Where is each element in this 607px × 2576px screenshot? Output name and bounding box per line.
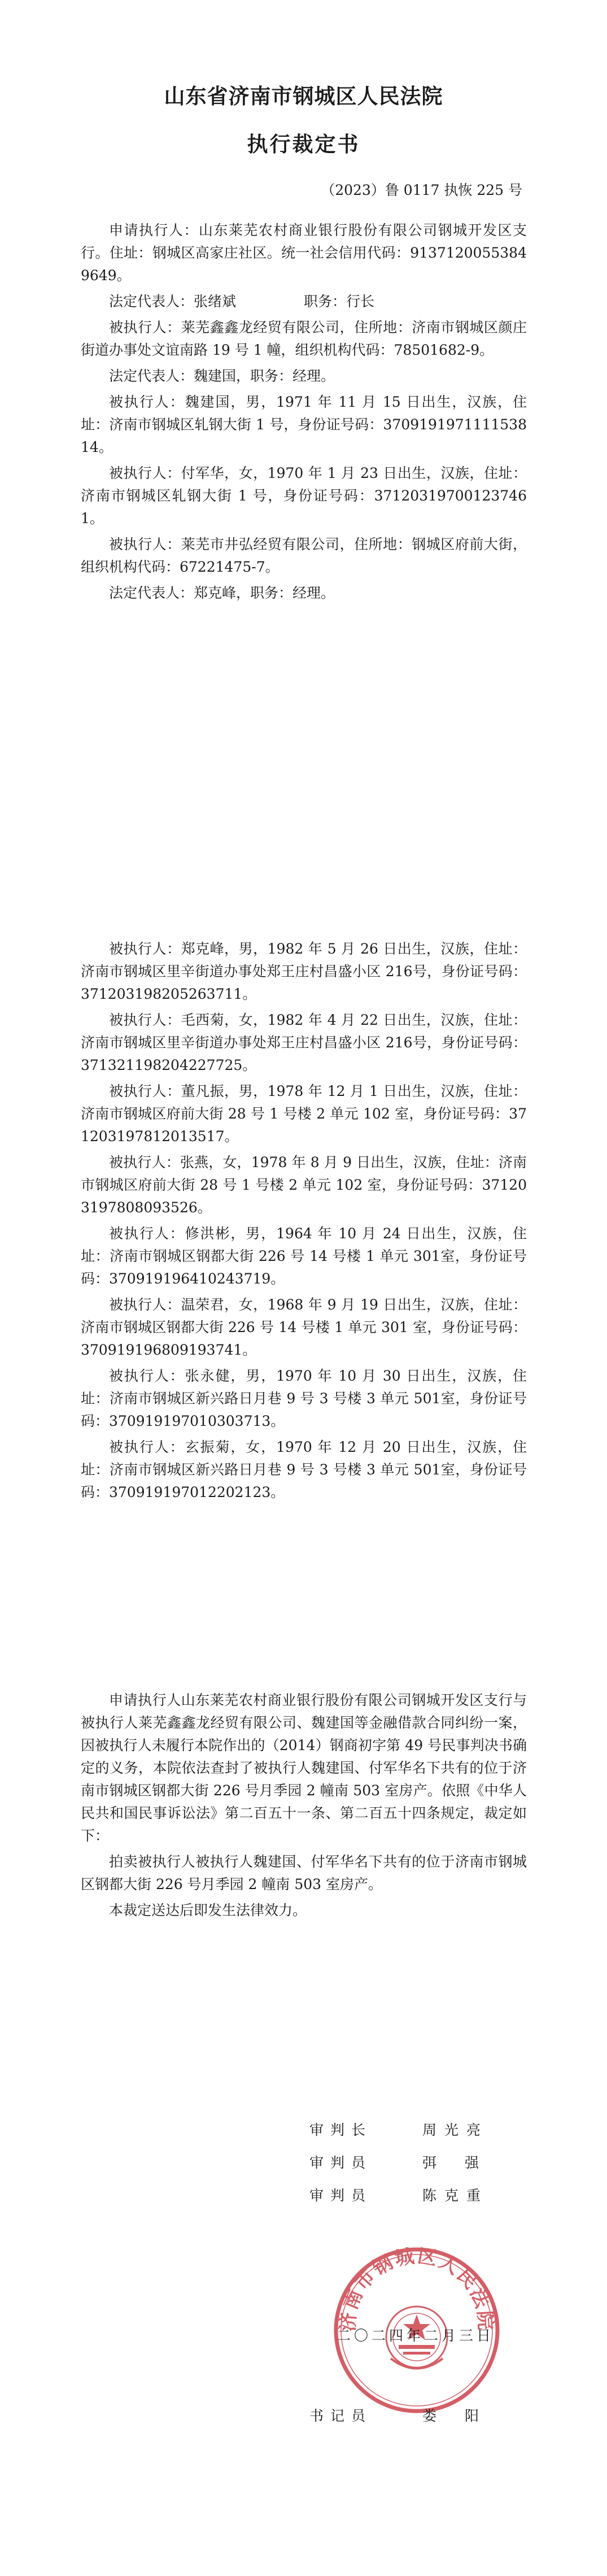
court-title: 山东省济南市钢城区人民法院 — [164, 84, 443, 108]
signature-row — [309, 2178, 507, 2211]
parties-middle-section — [81, 938, 527, 1507]
party-paragraph: 被执行人：魏建国，男，1971 年 11 月 15 日出生，汉族，住址：济南市钢城区轧钢大街 1 号，身份证号码：370919197111153814。 — [81, 394, 527, 455]
signature-block — [309, 2113, 507, 2211]
ruling-facts-paragraph: 申请执行人山东莱芜农村商业银行股份有限公司钢城开发区支行与被执行人莱芜鑫鑫龙经贸有限公司、魏建国等金融借款合同纠纷一案，因被执行人未履行本院作出的（2014）钢商初字第 49 号民事判决书确定的义务，本院依法查封了被执行人魏建国、付军华名下共有的位于济南市钢城区钢都大街 226 号月季园 2 幢南 503 室房产。依照《中华人民共和国民事诉讼法》第二百五十一条、第二百五十四条规定，裁定如下： — [81, 1692, 527, 1844]
applicant-paragraph: 申请执行人：山东莱芜农村商业银行股份有限公司钢城开发区支行。住址：钢城区高家庄社区。统一社会信用代码：91371200553849649。 — [81, 222, 527, 284]
document-title: 执行裁定书 — [247, 132, 360, 156]
signature-row — [309, 2113, 507, 2146]
applicant-legal-rep — [81, 290, 527, 313]
ruling-section — [81, 1689, 527, 1925]
legal-rep-title: 职务：行长 — [304, 293, 375, 310]
clerk-role: 书记员 — [309, 2408, 373, 2424]
ruling-date: 二〇二四年二月三日 — [337, 2327, 495, 2344]
signature-role: 审判长 — [309, 2122, 373, 2138]
signature-name: 周光亮 — [422, 2122, 489, 2138]
clerk-name: 娄阳 — [422, 2408, 508, 2424]
signature-name: 弭强 — [422, 2155, 508, 2171]
party-paragraph: 被执行人：付军华，女，1970 年 1 月 23 日出生，汉族，住址：济南市钢城区轧钢大街 1 号，身份证号码：371203197001237461。 — [81, 465, 527, 526]
clerk-signature — [309, 2405, 507, 2425]
party-paragraph: 法定代表人：郑克峰，职务：经理。 — [109, 585, 335, 601]
party-paragraph: 被执行人：毛西菊，女，1982 年 4 月 22 日出生，汉族，住址：济南市钢城区里辛街道办事处郑王庄村昌盛小区 216号，身份证号码：371321198204227725。 — [81, 1012, 527, 1073]
signature-row — [309, 2146, 507, 2178]
party-paragraph: 被执行人：温荣君，女，1968 年 9 月 19 日出生，汉族，住址：济南市钢城区钢都大街 226 号 14 号楼 1 单元 301 室，身份证号码：370919196809193741。 — [81, 1296, 527, 1358]
parties-top-section — [81, 219, 527, 608]
party-paragraph: 被执行人：张燕，女，1978 年 8 月 9 日出生，汉族，住址：济南市钢城区府前大街 28 号 1 号楼 2 单元 102 室，身份证号码：371203197808093526。 — [81, 1154, 527, 1216]
party-paragraph: 被执行人：郑克峰，男，1982 年 5 月 26 日出生，汉族，住址：济南市钢城区里辛街道办事处郑王庄村昌盛小区 216号，身份证号码：371203198205263711。 — [81, 941, 527, 1002]
party-paragraph: 被执行人：莱芜市井弘经贸有限公司，住所地：钢城区府前大街，组织机构代码：67221475-7。 — [81, 536, 527, 575]
party-paragraph: 被执行人：玄振菊，女，1970 年 12 月 20 日出生，汉族，住址：济南市钢城区新兴路日月巷 9 号 3 号楼 3 单元 501室，身份证号码：370919197012202123。 — [81, 1439, 527, 1500]
legal-rep-name: 法定代表人：张绪斌 — [109, 293, 237, 310]
case-number: （2023）鲁 0117 执恢 225 号 — [321, 182, 522, 198]
party-paragraph: 被执行人：张永健，男，1970 年 10 月 30 日出生，汉族，住址：济南市钢城区新兴路日月巷 9 号 3 号楼 3 单元 501室，身份证号码：370919197010303713。 — [81, 1368, 527, 1429]
ruling-effect-paragraph: 本裁定送达后即发生法律效力。 — [109, 1902, 307, 1918]
seal-text: 济南市钢城区人民法院 — [337, 2246, 497, 2333]
party-paragraph: 被执行人：修洪彬，男，1964 年 10 月 24 日出生，汉族，住址：济南市钢城区钢都大街 226 号 14 号楼 1 单元 301室，身份证号码：370919196410243719。 — [81, 1225, 527, 1287]
signature-role: 审判员 — [309, 2155, 373, 2171]
ruling-decision-paragraph: 拍卖被执行人被执行人魏建国、付军华名下共有的位于济南市钢城区钢都大街 226 号月季园 2 幢南 503 室房产。 — [81, 1853, 527, 1892]
party-paragraph: 被执行人：董凡振，男，1978 年 12 月 1 日出生，汉族，住址：济南市钢城区府前大街 28 号 1 号楼 2 单元 102 室，身份证号码：371203197812013517。 — [81, 1083, 527, 1145]
party-paragraph: 被执行人：莱芜鑫鑫龙经贸有限公司，住所地：济南市钢城区颜庄街道办事处文谊南路 19 号 1 幢，组织机构代码：78501682-9。 — [81, 319, 527, 358]
signature-role: 审判员 — [309, 2187, 373, 2204]
party-paragraph: 法定代表人：魏建国，职务：经理。 — [109, 368, 335, 384]
signature-name: 陈克重 — [422, 2187, 489, 2204]
